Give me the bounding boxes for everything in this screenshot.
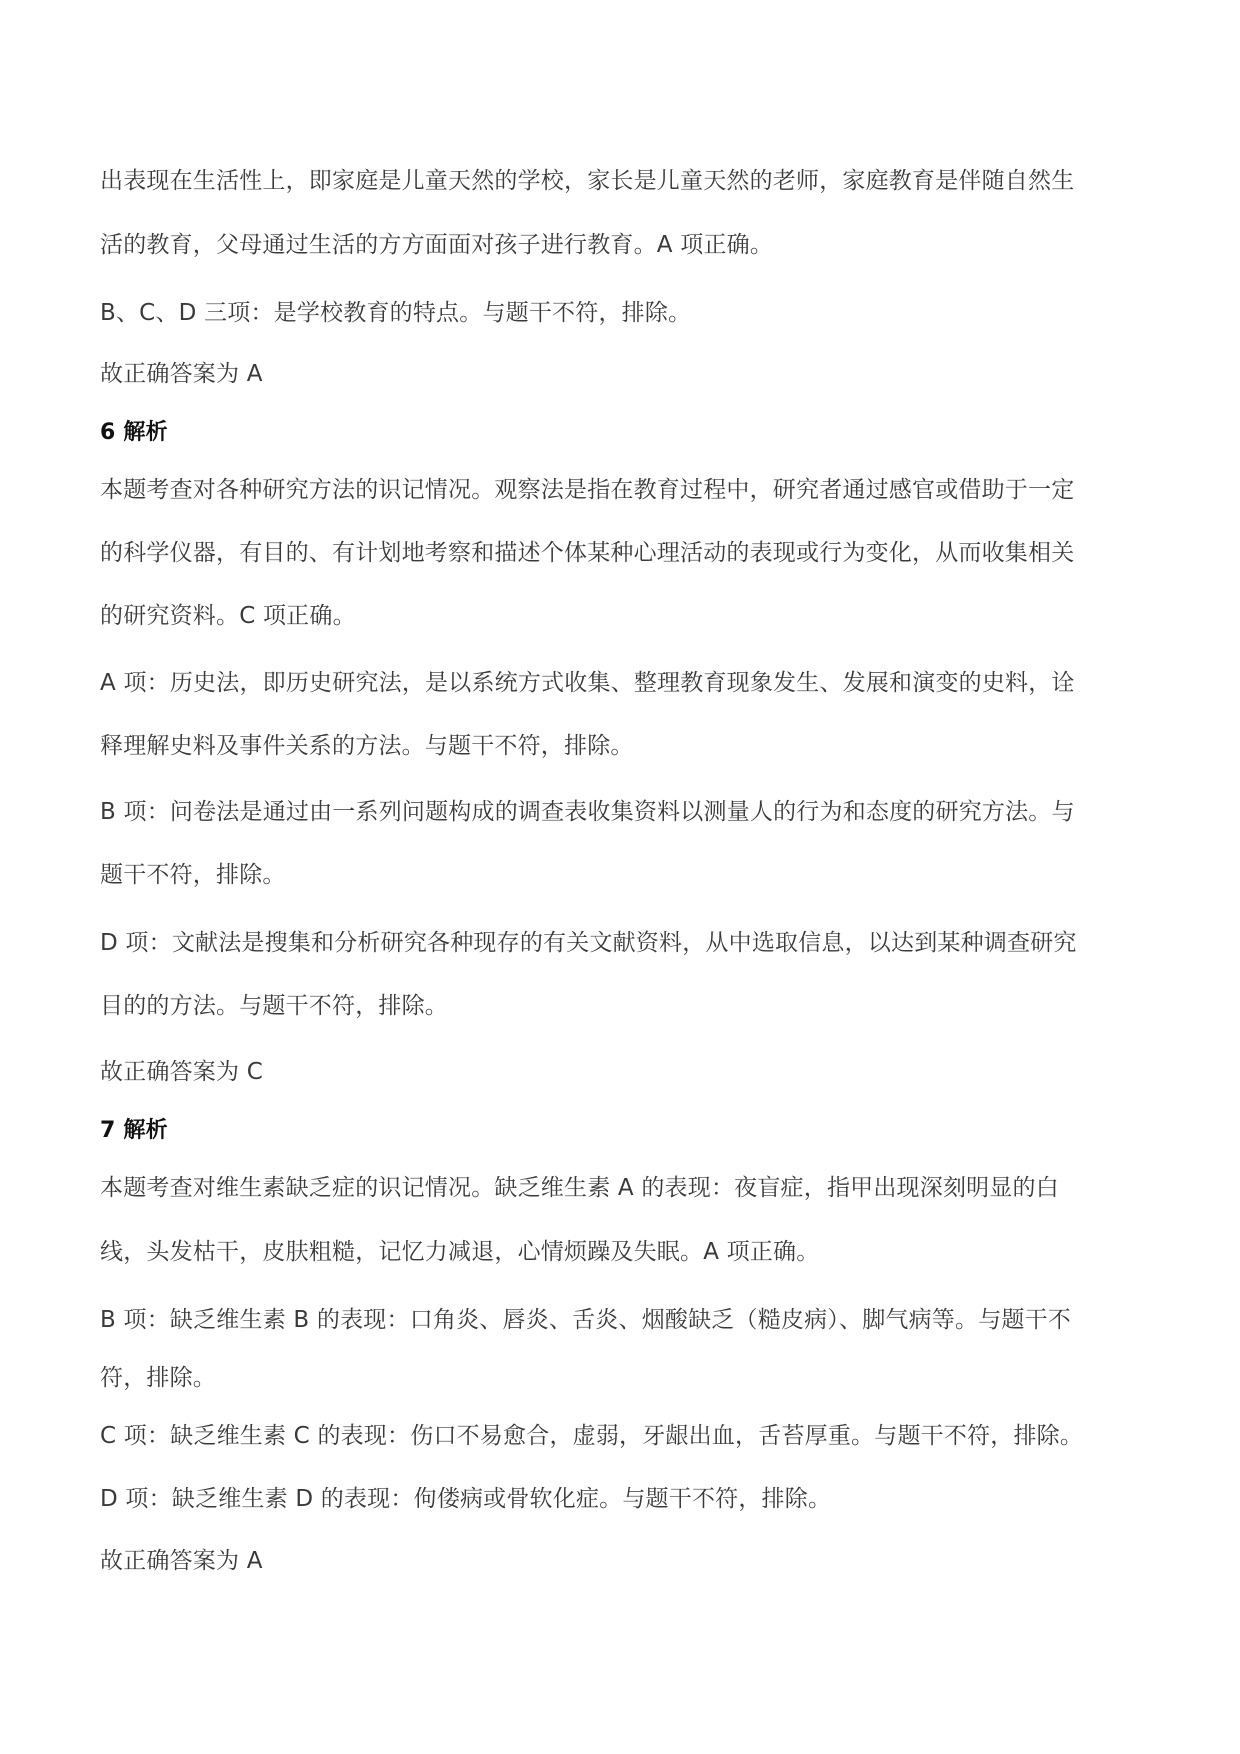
paragraph-line: 本题考查对各种研究方法的识记情况。观察法是指在教育过程中，研究者通过感官或借助于一定 [100,477,1075,503]
paragraph-line: 释理解史料及事件关系的方法。与题干不符，排除。 [100,733,634,759]
paragraph-line: B 项：缺乏维生素 B 的表现：口角炎、唇炎、舌炎、烟酸缺乏（糙皮病）、脚气病等。与题干不 [100,1307,1071,1333]
paragraph-line: 本题考查对维生素缺乏症的识记情况。缺乏维生素 A 的表现：夜盲症，指甲出现深刻明显的白 [100,1175,1059,1201]
paragraph-line: 符，排除。 [100,1365,216,1391]
answer-line: 故正确答案为 C [100,1059,263,1085]
paragraph-line: C 项：缺乏维生素 C 的表现：伤口不易愈合，虚弱，牙龈出血，舌苔厚重。与题干不符，排除。 [100,1423,1084,1449]
answer-line: 故正确答案为 A [100,361,263,387]
paragraph-line: A 项：历史法，即历史研究法，是以系统方式收集、整理教育现象发生、发展和演变的史料，诠 [100,670,1075,696]
answer-line: 故正确答案为 A [100,1548,263,1574]
paragraph-line: 活的教育，父母通过生活的方方面面对孩子进行教育。A 项正确。 [100,232,774,258]
section-heading-6: 6 解析 [100,420,168,445]
paragraph-line: 的研究资料。C 项正确。 [100,603,356,629]
paragraph-line: D 项：文献法是搜集和分析研究各种现存的有关文献资料，从中选取信息，以达到某种调查研究 [100,930,1077,956]
paragraph-line: 出表现在生活性上，即家庭是儿童天然的学校，家长是儿童天然的老师，家庭教育是伴随自然生 [100,168,1075,194]
paragraph-line: B 项：问卷法是通过由一系列问题构成的调查表收集资料以测量人的行为和态度的研究方法。与 [100,799,1075,825]
section-heading-7: 7 解析 [100,1118,168,1143]
paragraph-line: B、C、D 三项：是学校教育的特点。与题干不符，排除。 [100,300,692,326]
paragraph-line: 的科学仪器，有目的、有计划地考察和描述个体某种心理活动的表现或行为变化，从而收集相关 [100,540,1075,566]
paragraph-line: 题干不符，排除。 [100,862,286,888]
paragraph-line: 线，头发枯干，皮肤粗糙，记忆力减退，心情烦躁及失眠。A 项正确。 [100,1239,820,1265]
paragraph-line: D 项：缺乏维生素 D 的表现：佝偻病或骨软化症。与题干不符，排除。 [100,1486,832,1512]
paragraph-line: 目的的方法。与题干不符，排除。 [100,993,448,1019]
